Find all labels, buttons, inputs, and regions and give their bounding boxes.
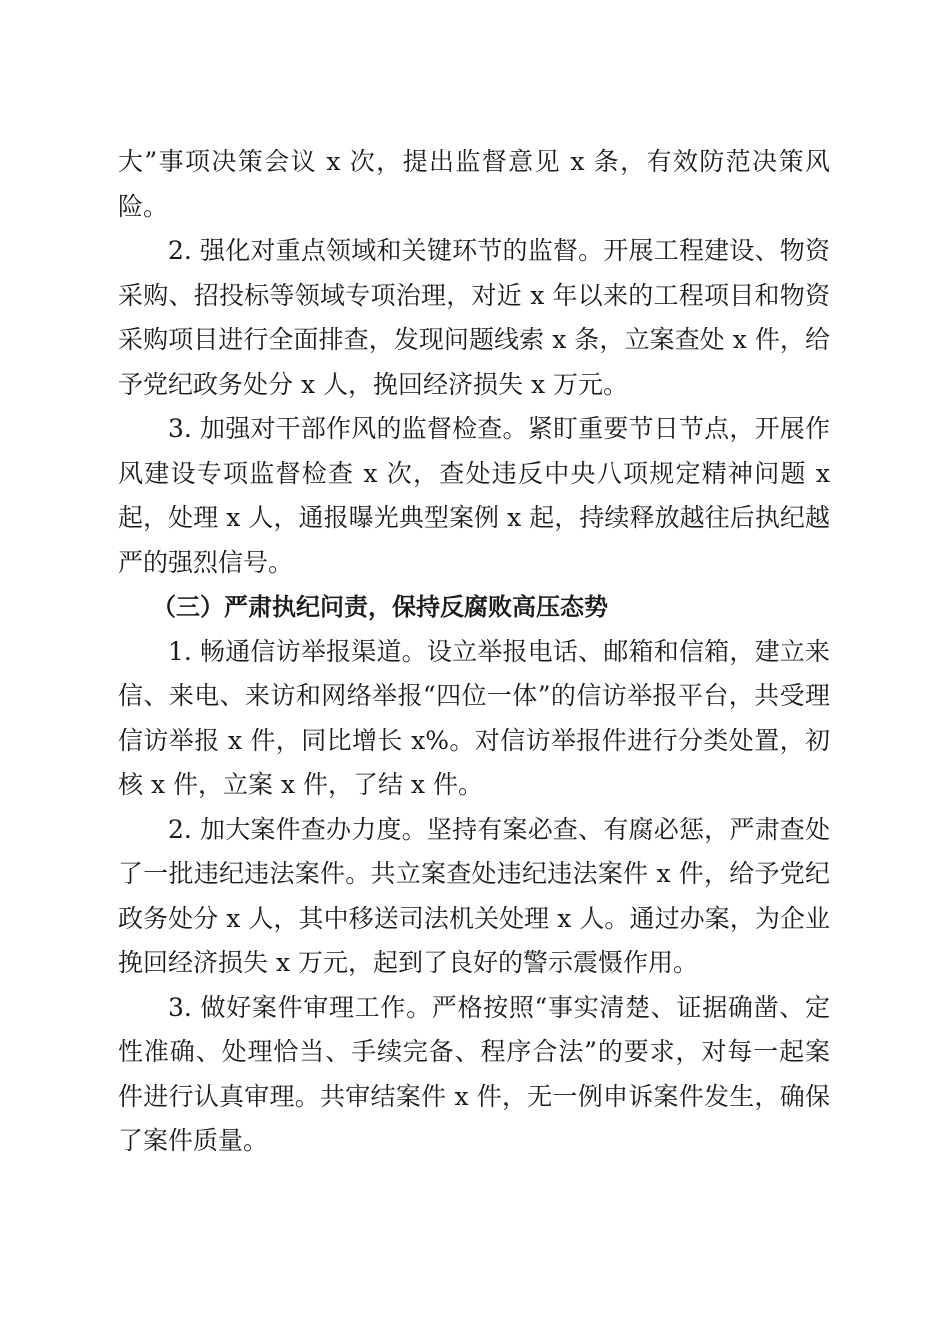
paragraph-case-review: 3. 做好案件审理工作。严格按照“事实清楚、证据确凿、定性准确、处理恰当、手续完备、程序合法”的要求，对每一起案件进行认真审理。共审结案件 x 件，无一例申诉案件发生，确保了案件质量。 — [118, 992, 830, 1155]
paragraph-case-investigation: 2. 加大案件查办力度。坚持有案必查、有腐必惩，严肃查处了一批违纪违法案件。共立案查处违纪违法案件 x 件，给予党纪政务处分 x 人，其中移送司法机关处理 x 人。通过办案，为企业挽回经济损失 x 万元，起到了良好的警示震慑作用。 — [118, 814, 830, 977]
paragraph-cadre-style-inspection: 3. 加强对干部作风的监督检查。紧盯重要节日节点，开展作风建设专项监督检查 x 次，查处违反中央八项规定精神问题 x 起，处理 x 人，通报曝光典型案例 x 起，持续释放越往后执纪越严的强烈信号。 — [118, 414, 830, 577]
section-heading: （三）严肃执纪问责，保持反腐败高压态势 — [152, 593, 608, 621]
document-body — [118, 140, 830, 1164]
paragraph-petition-channels: 1. 畅通信访举报渠道。设立举报电话、邮箱和信箱，建立来信、来电、来访和网络举报“四位一体”的信访举报平台，共受理信访举报 x 件，同比增长 x%。对信访举报件进行分类处置，初核 x 件，立案 x 件，了结 x 件。 — [118, 636, 830, 799]
paragraph-continuation: 大”事项决策会议 x 次，提出监督意见 x 条，有效防范决策风险。 — [118, 147, 830, 221]
paragraph-key-areas-supervision: 2. 强化对重点领域和关键环节的监督。开展工程建设、物资采购、招投标等领域专项治理，对近 x 年以来的工程项目和物资采购项目进行全面排查，发现问题线索 x 条，立案查处 x 件，给予党纪政务处分 x 人，挽回经济损失 x 万元。 — [118, 236, 830, 399]
